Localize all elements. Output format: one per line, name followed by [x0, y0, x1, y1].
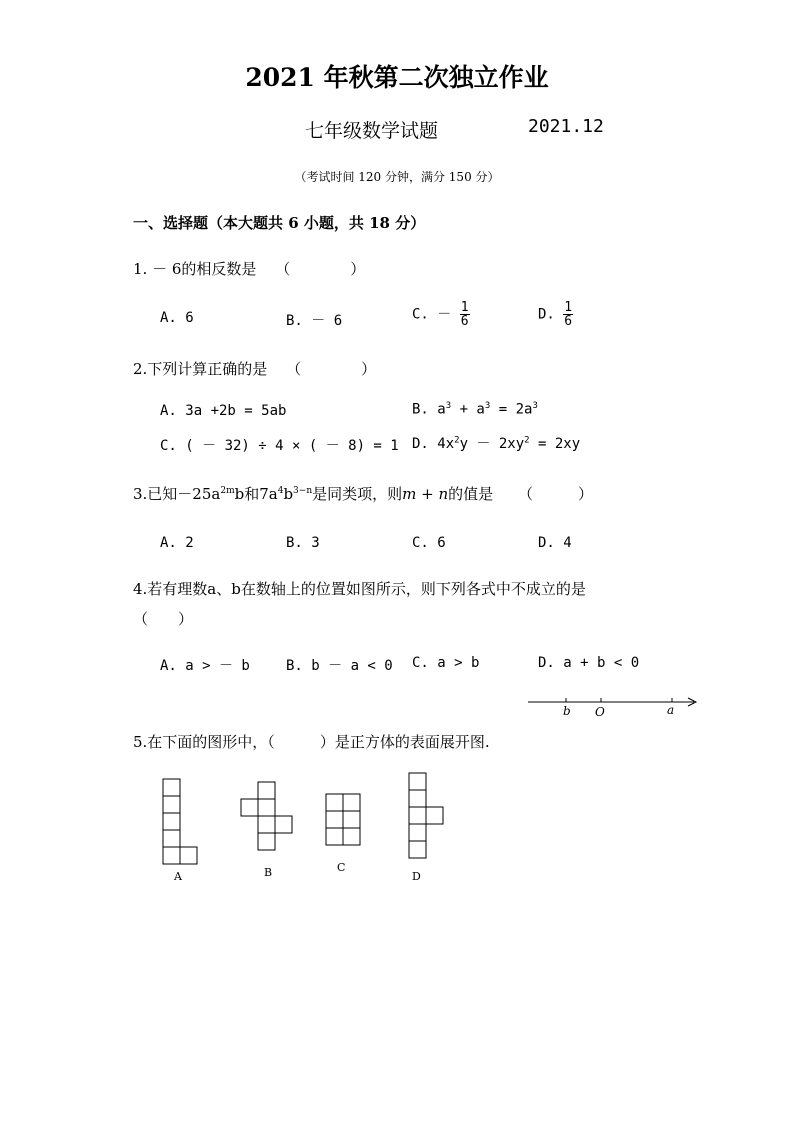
- label-a: a: [667, 703, 675, 717]
- q2-option-a: A. 3a +2b = 5ab: [160, 403, 287, 419]
- q4-option-b: B. b － a < 0: [286, 658, 393, 674]
- fraction-numerator: 1: [564, 300, 573, 315]
- exponent: 2m: [220, 486, 235, 496]
- net-a: [163, 779, 197, 864]
- q1-option-d-fraction: [563, 301, 573, 328]
- cube-nets-figure: [140, 770, 460, 890]
- q3-option-a: A. 2: [160, 535, 194, 551]
- label-b: b: [563, 704, 571, 718]
- q2-b-part: + a: [451, 401, 485, 418]
- q2-option-c: C. ( － 32) ÷ 4 × ( － 8) = 1: [160, 438, 399, 454]
- q2-b-part: = 2a: [490, 401, 533, 418]
- net-label-d: D: [412, 870, 421, 883]
- question-4-stem: 4.若有理数a、b在数轴上的位置如图所示，则下列各式中不成立的是: [133, 580, 586, 598]
- q3-part: 是同类项，则: [312, 485, 403, 503]
- q4-option-c: C. a > b: [412, 655, 480, 671]
- net-label-b: B: [264, 866, 273, 879]
- label-origin: O: [595, 705, 605, 719]
- q1-option-c-prefix: C. －: [412, 306, 452, 323]
- question-1-answer-blank: （ ）: [275, 260, 366, 278]
- question-2-answer-blank: （ ）: [286, 360, 377, 378]
- question-3-answer-blank: （ ）: [517, 485, 593, 503]
- question-3-stem: [133, 483, 593, 504]
- q2-option-b: [412, 401, 538, 418]
- exam-date: 2021.12: [528, 116, 604, 137]
- q2-option-d: [412, 433, 580, 453]
- q3-part: 的值是: [448, 485, 494, 503]
- q1-option-d-prefix: D.: [538, 306, 555, 323]
- q3-option-c: C. 6: [412, 535, 446, 551]
- number-line-diagram: [524, 690, 704, 720]
- q4-option-a: A. a > － b: [160, 658, 250, 674]
- q2-d-part: y － 2xy: [459, 436, 525, 452]
- q3-expression: m + n: [402, 485, 449, 503]
- q1-option-c: [412, 301, 470, 328]
- net-d: [409, 773, 443, 858]
- question-2-text: 2.下列计算正确的是: [133, 360, 268, 378]
- q3-part: b: [283, 485, 294, 503]
- exam-note: （考试时间 120 分钟，满分 150 分）: [294, 170, 500, 184]
- question-4-answer-blank: （ ）: [133, 610, 194, 628]
- question-1-text: 1. － 6的相反数是: [133, 260, 257, 278]
- exam-title: 2021 年秋第二次独立作业: [245, 63, 549, 92]
- q3-option-b: B. 3: [286, 535, 320, 551]
- section-heading: 一、选择题（本大题共 6 小题，共 18 分）: [133, 214, 426, 232]
- exponent: 3−n: [293, 486, 313, 496]
- q3-option-d: D. 4: [538, 535, 572, 551]
- net-label-c: C: [337, 861, 346, 874]
- exponent: 3: [532, 401, 538, 411]
- fraction-denominator: 6: [564, 314, 573, 329]
- q1-option-c-fraction: [460, 301, 470, 328]
- exponent: 2: [524, 435, 530, 446]
- exponent: 2: [454, 435, 460, 446]
- exponent: 3: [445, 401, 452, 411]
- question-2-stem: [133, 358, 376, 379]
- fraction-numerator: 1: [460, 300, 469, 315]
- question-5-stem: 5.在下面的图形中，（ ）是正方体的表面展开图.: [133, 733, 490, 751]
- exponent: 3: [484, 401, 491, 411]
- fraction-denominator: 6: [460, 314, 469, 329]
- q1-option-d: [538, 301, 573, 328]
- q1-option-b: B. － 6: [286, 313, 343, 329]
- exam-subtitle: 七年级数学试题: [305, 120, 439, 142]
- q1-option-a: A. 6: [160, 310, 194, 326]
- q4-option-d: D. a + b < 0: [538, 655, 640, 671]
- question-1-stem: [133, 258, 365, 279]
- net-c: [326, 794, 360, 845]
- net-label-a: A: [174, 870, 182, 883]
- q3-part: 3.已知－25a: [133, 485, 221, 503]
- q2-b-part: B. a: [412, 401, 446, 418]
- q3-part: b和7a: [234, 485, 278, 503]
- net-b: [241, 782, 292, 850]
- q2-d-part: D. 4x: [412, 436, 455, 452]
- q2-d-part: = 2xy: [529, 436, 581, 452]
- exponent: 4: [277, 486, 284, 496]
